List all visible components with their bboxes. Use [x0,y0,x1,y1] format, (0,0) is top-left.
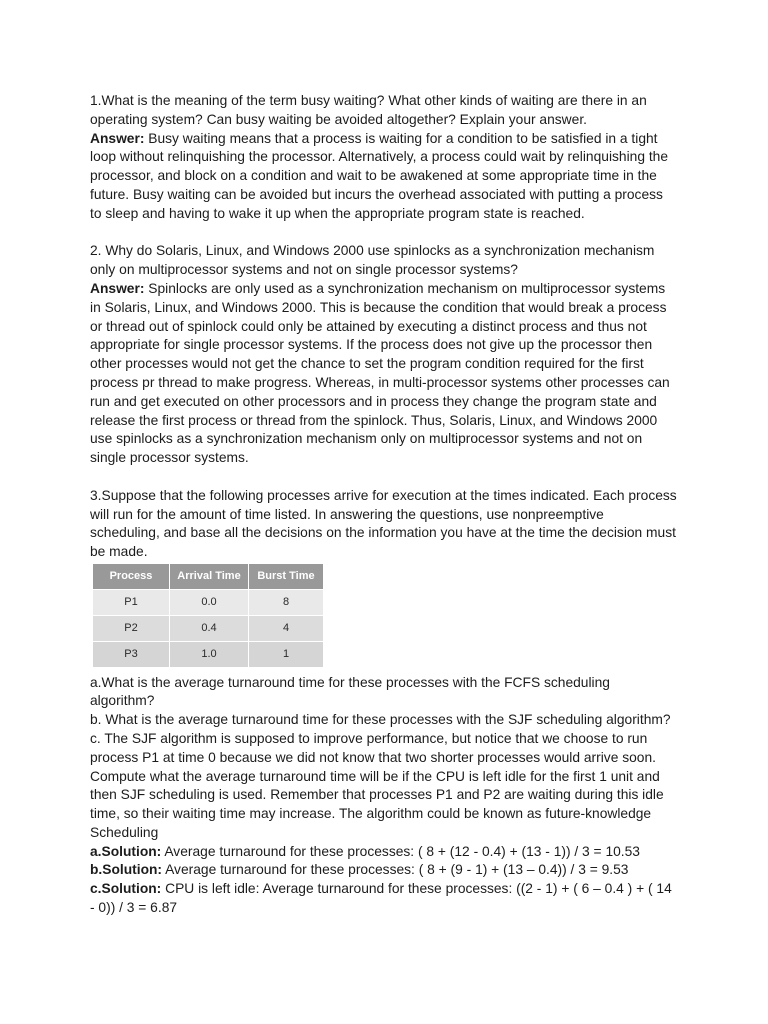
table-row [93,641,324,667]
table-header-cell: Burst Time [249,563,324,589]
solution-label: b.Solution: [90,862,163,878]
table-cell: 1.0 [170,641,249,667]
answer-2-paragraph [90,280,730,468]
paragraph-spacer [90,224,730,243]
question-1-section [90,92,730,224]
question-3-text: 3.Suppose that the following processes arrive for execution at the times indicated. Each process will run for the amount of time listed. In answering the questions, use nonpreemptive scheduling, and base all the decisions on the information you have at the time the decision must be made. [90,487,677,560]
table-cell: 0.0 [170,589,249,615]
question-2-text: 2. Why do Solaris, Linux, and Windows 2000 use spinlocks as a synchronization mechanism only on multiprocessor systems and not on single processor systems? [90,243,655,278]
table-cell: 8 [249,589,324,615]
solution-label: a.Solution: [90,843,162,859]
question-2-section [90,242,730,468]
solution-a-text: Average turnaround for these processes: ( 8 + (12 - 0.4) + (13 - 1)) / 3 = 10.53 [164,843,640,859]
table-header-row [93,563,324,589]
answer-2-text: Spinlocks are only used as a synchronization mechanism on multiprocessor systems in Solaris, Linux, and Windows 2000. This is because the condition that would break a process or thread out of spinlock could only be attained by executing a distinct process and thus not appropriate for single processor systems. If the process does not give up the processor then other processes would not get the chance to set the program condition required for the first process pr thread to make progress. Whereas, in multi-processor systems other processes can run and get executed on other processors and in process they change the program state and release the first process or thread from the spinlock. Thus, Solaris, Linux, and Windows 2000 use spinlocks as a synchronization mechanism only on multiprocessor systems and not on single processor systems. [90,280,670,466]
process-table [92,563,324,668]
table-header-cell: Arrival Time [170,563,249,589]
table-row [93,615,324,641]
document-content [90,92,730,918]
table-cell: 1 [249,641,324,667]
solution-c-paragraph [90,880,730,918]
table-header-cell: Process [93,563,170,589]
table-cell: P3 [93,641,170,667]
solution-c-text: CPU is left idle: Average turnaround for these processes: ((2 - 1) + ( 6 – 0.4 ) + ( 14 - 0)) / 3 = 6.87 [90,881,672,916]
answer-label: Answer: [90,280,145,296]
table-cell: P1 [93,589,170,615]
question-3c-text: c. The SJF algorithm is supposed to improve performance, but notice that we choose to run process P1 at time 0 because we did not know that two shorter processes would arrive soon. Compute what the average turnaround time will be if the CPU is left idle for the first 1 unit and then SJF scheduling is used. Remember that processes P1 and P2 are waiting during this idle time, so their waiting time may increase. The algorithm could be known as future-knowledge Scheduling [90,730,664,840]
table-cell: 4 [249,615,324,641]
solution-b-paragraph [90,861,730,880]
table-row [93,589,324,615]
question-3a-text: a.What is the average turnaround time for these processes with the FCFS scheduling algorithm? [90,674,610,709]
solution-a-paragraph [90,843,730,862]
question-3b-text: b. What is the average turnaround time for these processes with the SJF scheduling algorithm? [90,712,671,728]
question-1-text: 1.What is the meaning of the term busy waiting? What other kinds of waiting are there in an operating system? Can busy waiting be avoided altogether? Explain your answer. [90,93,647,127]
solution-label: c.Solution: [90,881,162,897]
paragraph-spacer [90,468,730,487]
question-3-section [90,487,730,918]
answer-1-paragraph [90,130,730,224]
solution-b-text: Average turnaround for these processes: ( 8 + (9 - 1) + (13 – 0.4)) / 3 = 9.53 [165,862,629,878]
table-cell: P2 [93,615,170,641]
answer-1-text: Busy waiting means that a process is waiting for a condition to be satisfied in a tight loop without relinquishing the processor. Alternatively, a process could wait by relinquishing the processor, and block on a condition and wait to be awakened at some appropriate time in the future. Busy waiting can be avoided but incurs the overhead associated with putting a process to sleep and having to wake it up when the appropriate program state is reached. [90,130,669,221]
table-cell: 0.4 [170,615,249,641]
answer-label: Answer: [90,130,145,146]
